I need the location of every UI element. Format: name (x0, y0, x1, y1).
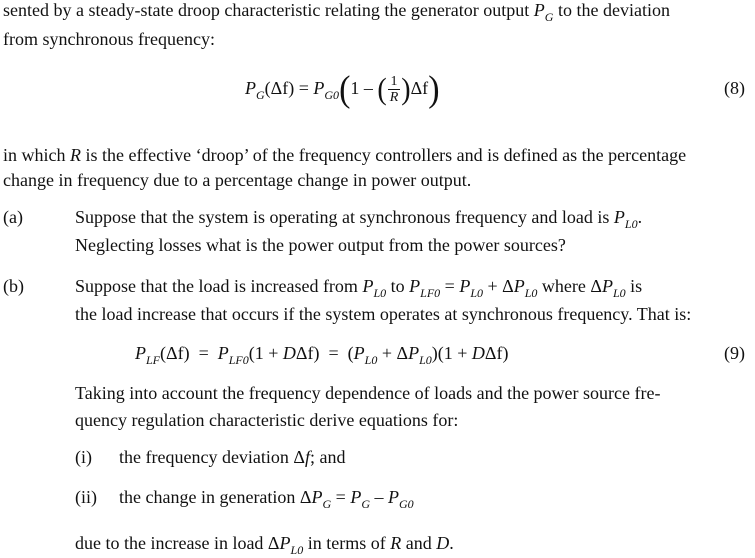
equation-number-8: (8) (724, 78, 745, 98)
part-a-label: (a) (3, 207, 23, 227)
equals-sign: = (331, 487, 351, 507)
subscript: L0 (364, 353, 378, 367)
var-D: D (436, 533, 450, 553)
var-P: P (311, 487, 323, 507)
intro-text: to the deviation (553, 0, 670, 20)
paren-open-inner: ( (377, 72, 387, 107)
var-P: P (613, 207, 625, 227)
delta-f: Δf (410, 78, 429, 98)
var-P: P (313, 78, 325, 98)
subscript: LF0 (228, 353, 249, 367)
var-D: D (471, 343, 485, 363)
sub-ii-text (119, 484, 414, 512)
intro-text: sented by a steady-state droop characteristic relating the generator output (3, 0, 534, 20)
var-P: P (513, 276, 525, 296)
var-P: P (388, 487, 399, 507)
var-P: P (601, 276, 613, 296)
sub-i-text (119, 444, 346, 470)
subscript: L0 (470, 286, 483, 300)
part-b-line-4 (75, 407, 458, 433)
subscript: G (361, 497, 370, 511)
plus-delta: + Δ (483, 276, 514, 296)
part-b-line-2 (75, 301, 691, 327)
var-P: P (459, 276, 471, 296)
var-P: P (533, 0, 545, 20)
var-P: P (217, 343, 229, 363)
closing-text: due to the increase in load Δ (75, 533, 280, 553)
var-P: P (362, 276, 374, 296)
subscript: L0 (524, 286, 538, 300)
var-P: P (135, 343, 146, 363)
expression: (1 + (248, 343, 283, 363)
closing-text: in terms of (303, 533, 391, 553)
droop-text: is the effective ‘droop’ of the frequency controllers and is defined as the percentage (81, 145, 687, 165)
subscript: G0 (324, 88, 340, 102)
subscript: G (544, 10, 554, 24)
var-P: P (353, 343, 365, 363)
subscript: L0 (373, 286, 387, 300)
subscript: LF (146, 353, 161, 367)
intro-text: from synchronous frequency: (3, 29, 215, 49)
argument: (Δf) (264, 78, 295, 98)
var-R: R (70, 145, 81, 165)
plus-delta: + Δ (377, 343, 409, 363)
equals-sign: = ( (319, 343, 354, 363)
equation-number-9: (9) (724, 343, 745, 363)
part-b-label: (b) (3, 276, 24, 296)
sub-i-label: (i) (75, 447, 92, 467)
intro-line-2 (3, 26, 215, 52)
sub-ii-text-part: the change in generation Δ (119, 487, 312, 507)
subscript: L0 (419, 353, 432, 367)
part-b-text: the load increase that occurs if the system operates at synchronous frequency. That is: (75, 304, 692, 324)
delta-f: Δf) (484, 343, 509, 363)
delta-f: Δf) (295, 343, 320, 363)
sub-ii-label: (ii) (75, 487, 97, 507)
var-P: P (350, 487, 362, 507)
subscript: L0 (624, 217, 638, 231)
droop-text: in which (3, 145, 70, 165)
droop-line-2 (3, 167, 471, 193)
part-b-text: is (625, 276, 643, 296)
equation-8 (245, 68, 440, 110)
paren-close-inner: ) (401, 72, 411, 107)
var-P: P (245, 78, 256, 98)
equals-sign: = (440, 276, 460, 296)
fraction-numerator: 1 (388, 74, 401, 90)
subscript: G0 (399, 497, 414, 511)
var-P: P (279, 533, 291, 553)
sub-i-text-part: ; and (310, 447, 346, 467)
part-a-text: . (637, 207, 643, 227)
closing-text: and (401, 533, 437, 553)
part-b-line-1 (75, 273, 642, 301)
var-D: D (282, 343, 296, 363)
closing-text: . (449, 533, 454, 553)
part-b-text: where Δ (537, 276, 602, 296)
part-b-line-3 (75, 380, 661, 406)
droop-line-1 (3, 142, 686, 168)
subscript: L0 (612, 286, 626, 300)
var-f: f (305, 447, 311, 467)
equation-9 (135, 340, 508, 368)
var-R: R (390, 533, 402, 553)
part-a-line-1 (75, 204, 642, 232)
subscript: L0 (290, 543, 304, 557)
closing-line (75, 530, 454, 558)
sub-i-text-part: the frequency deviation Δ (119, 447, 306, 467)
argument: (Δf) (160, 343, 190, 363)
subscript: G (322, 497, 332, 511)
fraction-denominator: R (389, 90, 399, 106)
subscript: G (256, 88, 265, 102)
paren-close: ) (428, 68, 440, 110)
fraction-1-over-R (388, 74, 401, 105)
droop-text: change in frequency due to a percentage change in power output. (3, 170, 472, 190)
paren-open: ( (339, 68, 351, 110)
one-minus: 1 – (350, 78, 378, 98)
var-P: P (409, 276, 421, 296)
equals-sign: = (294, 78, 314, 98)
var-P: P (408, 343, 420, 363)
part-b-text: Taking into account the frequency dependence of loads and the power source fre- (75, 383, 661, 403)
part-a-line-2 (75, 232, 566, 258)
minus-sign: – (370, 487, 388, 507)
part-a-text: Suppose that the system is operating at synchronous frequency and load is (75, 207, 614, 227)
subscript: LF0 (420, 286, 441, 300)
part-b-text: to (386, 276, 410, 296)
part-a-text: Neglecting losses what is the power output from the power sources? (75, 235, 566, 255)
part-b-text: Suppose that the load is increased from (75, 276, 363, 296)
part-b-text: quency regulation characteristic derive equations for: (75, 410, 459, 430)
expression: )(1 + (431, 343, 472, 363)
equals-sign: = (189, 343, 218, 363)
intro-line-1 (3, 0, 748, 25)
